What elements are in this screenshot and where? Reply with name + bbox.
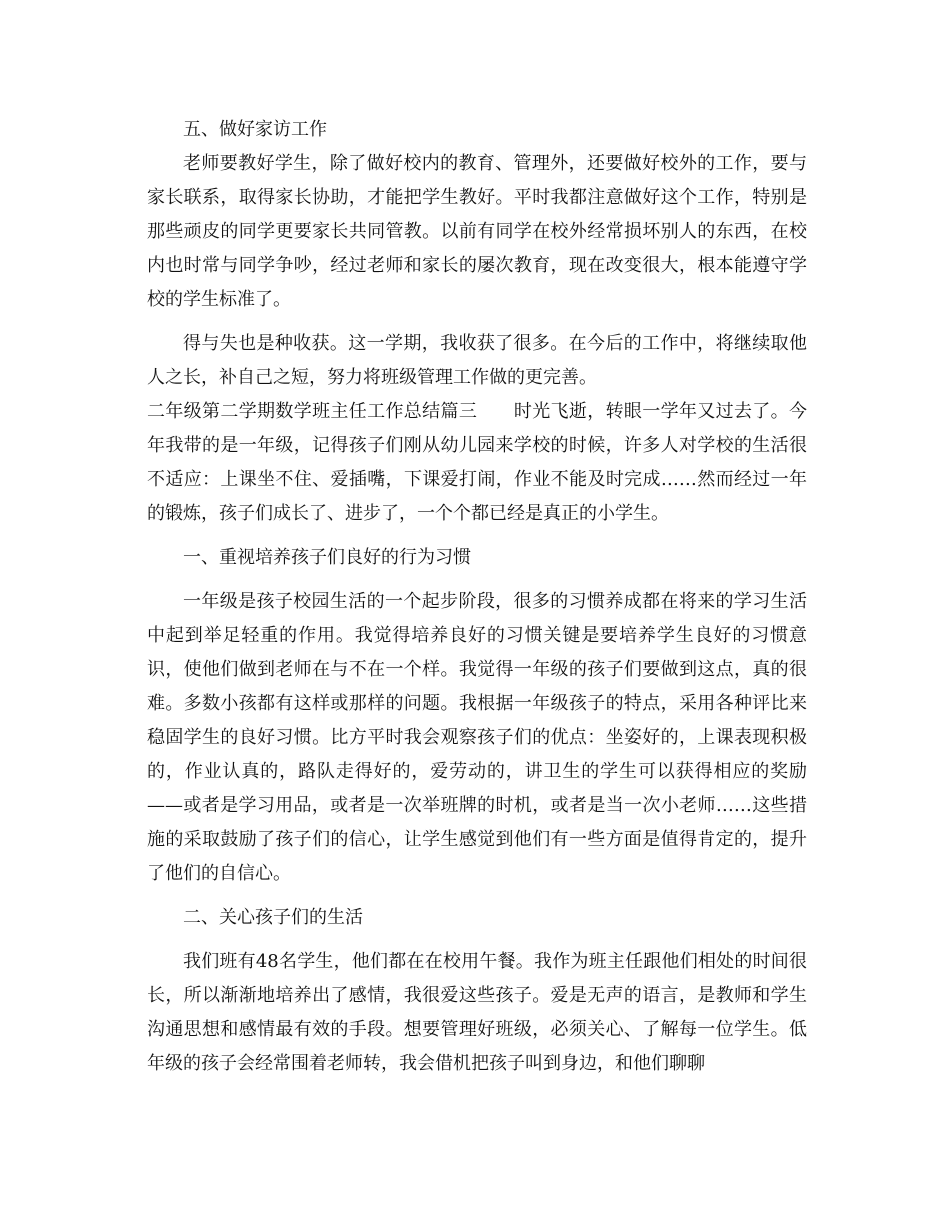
document-body — [147, 113, 807, 1081]
section-heading-care: 二、关心孩子们的生活 — [183, 907, 363, 928]
paragraph-care: 我们班有48名学生，他们都在在校用午餐。我作为班主任跟他们相处的时间很长，所以渐渐地培养出了感情，我很爱这些孩子。爱是无声的语言，是教师和学生沟通思想和感情最有效的手段。想要管理好班级，必须关心、了解每一位学生。低年级的孩子会经常围着老师转，我会借机把孩子叫到身边，和他们聊聊 — [147, 951, 807, 1074]
paragraph-gains: 得与失也是种收获。这一学期，我收获了很多。在今后的工作中，将继续取他人之长，补自己之短，努力将班级管理工作做的更完善。 — [147, 333, 807, 388]
paragraph-home-visits: 老师要教好学生，除了做好校内的教育、管理外，还要做好校外的工作，要与家长联系，取得家长协助，才能把学生教好。平时我都注意做好这个工作，特别是那些顽皮的同学更要家长共同管教。以前有同学在校外经常损坏别人的东西，在校内也时常与同学争吵，经过老师和家长的屡次教育，现在改变很大，根本能遵守学校的学生标准了。 — [147, 153, 807, 310]
paragraph-title-part-three: 二年级第二学期数学班主任工作总结篇三 时光飞逝，转眼一学年又过去了。今年我带的是一年级，记得孩子们刚从幼儿园来学校的时候，许多人对学校的生活很不适应：上课坐不住、爱插嘴，下课爱打闹，作业不能及时完成……然而经过一年的锻炼，孩子们成长了、进步了，一个个都已经是真正的小学生。 — [147, 401, 807, 524]
section-heading-habits: 一、重视培养孩子们良好的行为习惯 — [183, 547, 471, 568]
paragraph-habits: 一年级是孩子校园生活的一个起步阶段，很多的习惯养成都在将来的学习生活中起到举足轻重的作用。我觉得培养良好的习惯关键是要培养学生良好的习惯意识，使他们做到老师在与不在一个样。我觉得一年级的孩子们要做到这点，真的很难。多数小孩都有这样或那样的问题。我根据一年级孩子的特点，采用各种评比来稳固学生的良好习惯。比方平时我会观察孩子们的优点：坐姿好的，上课表现积极的，作业认真的，路队走得好的，爱劳动的，讲卫生的学生可以获得相应的奖励——或者是学习用品，或者是一次举班牌的时机，或者是当一次小老师……这些措施的采取鼓励了孩子们的信心，让学生感觉到他们有一些方面是值得肯定的，提升了他们的自信心。 — [147, 591, 807, 884]
section-heading-home-visits: 五、做好家访工作 — [183, 119, 327, 140]
